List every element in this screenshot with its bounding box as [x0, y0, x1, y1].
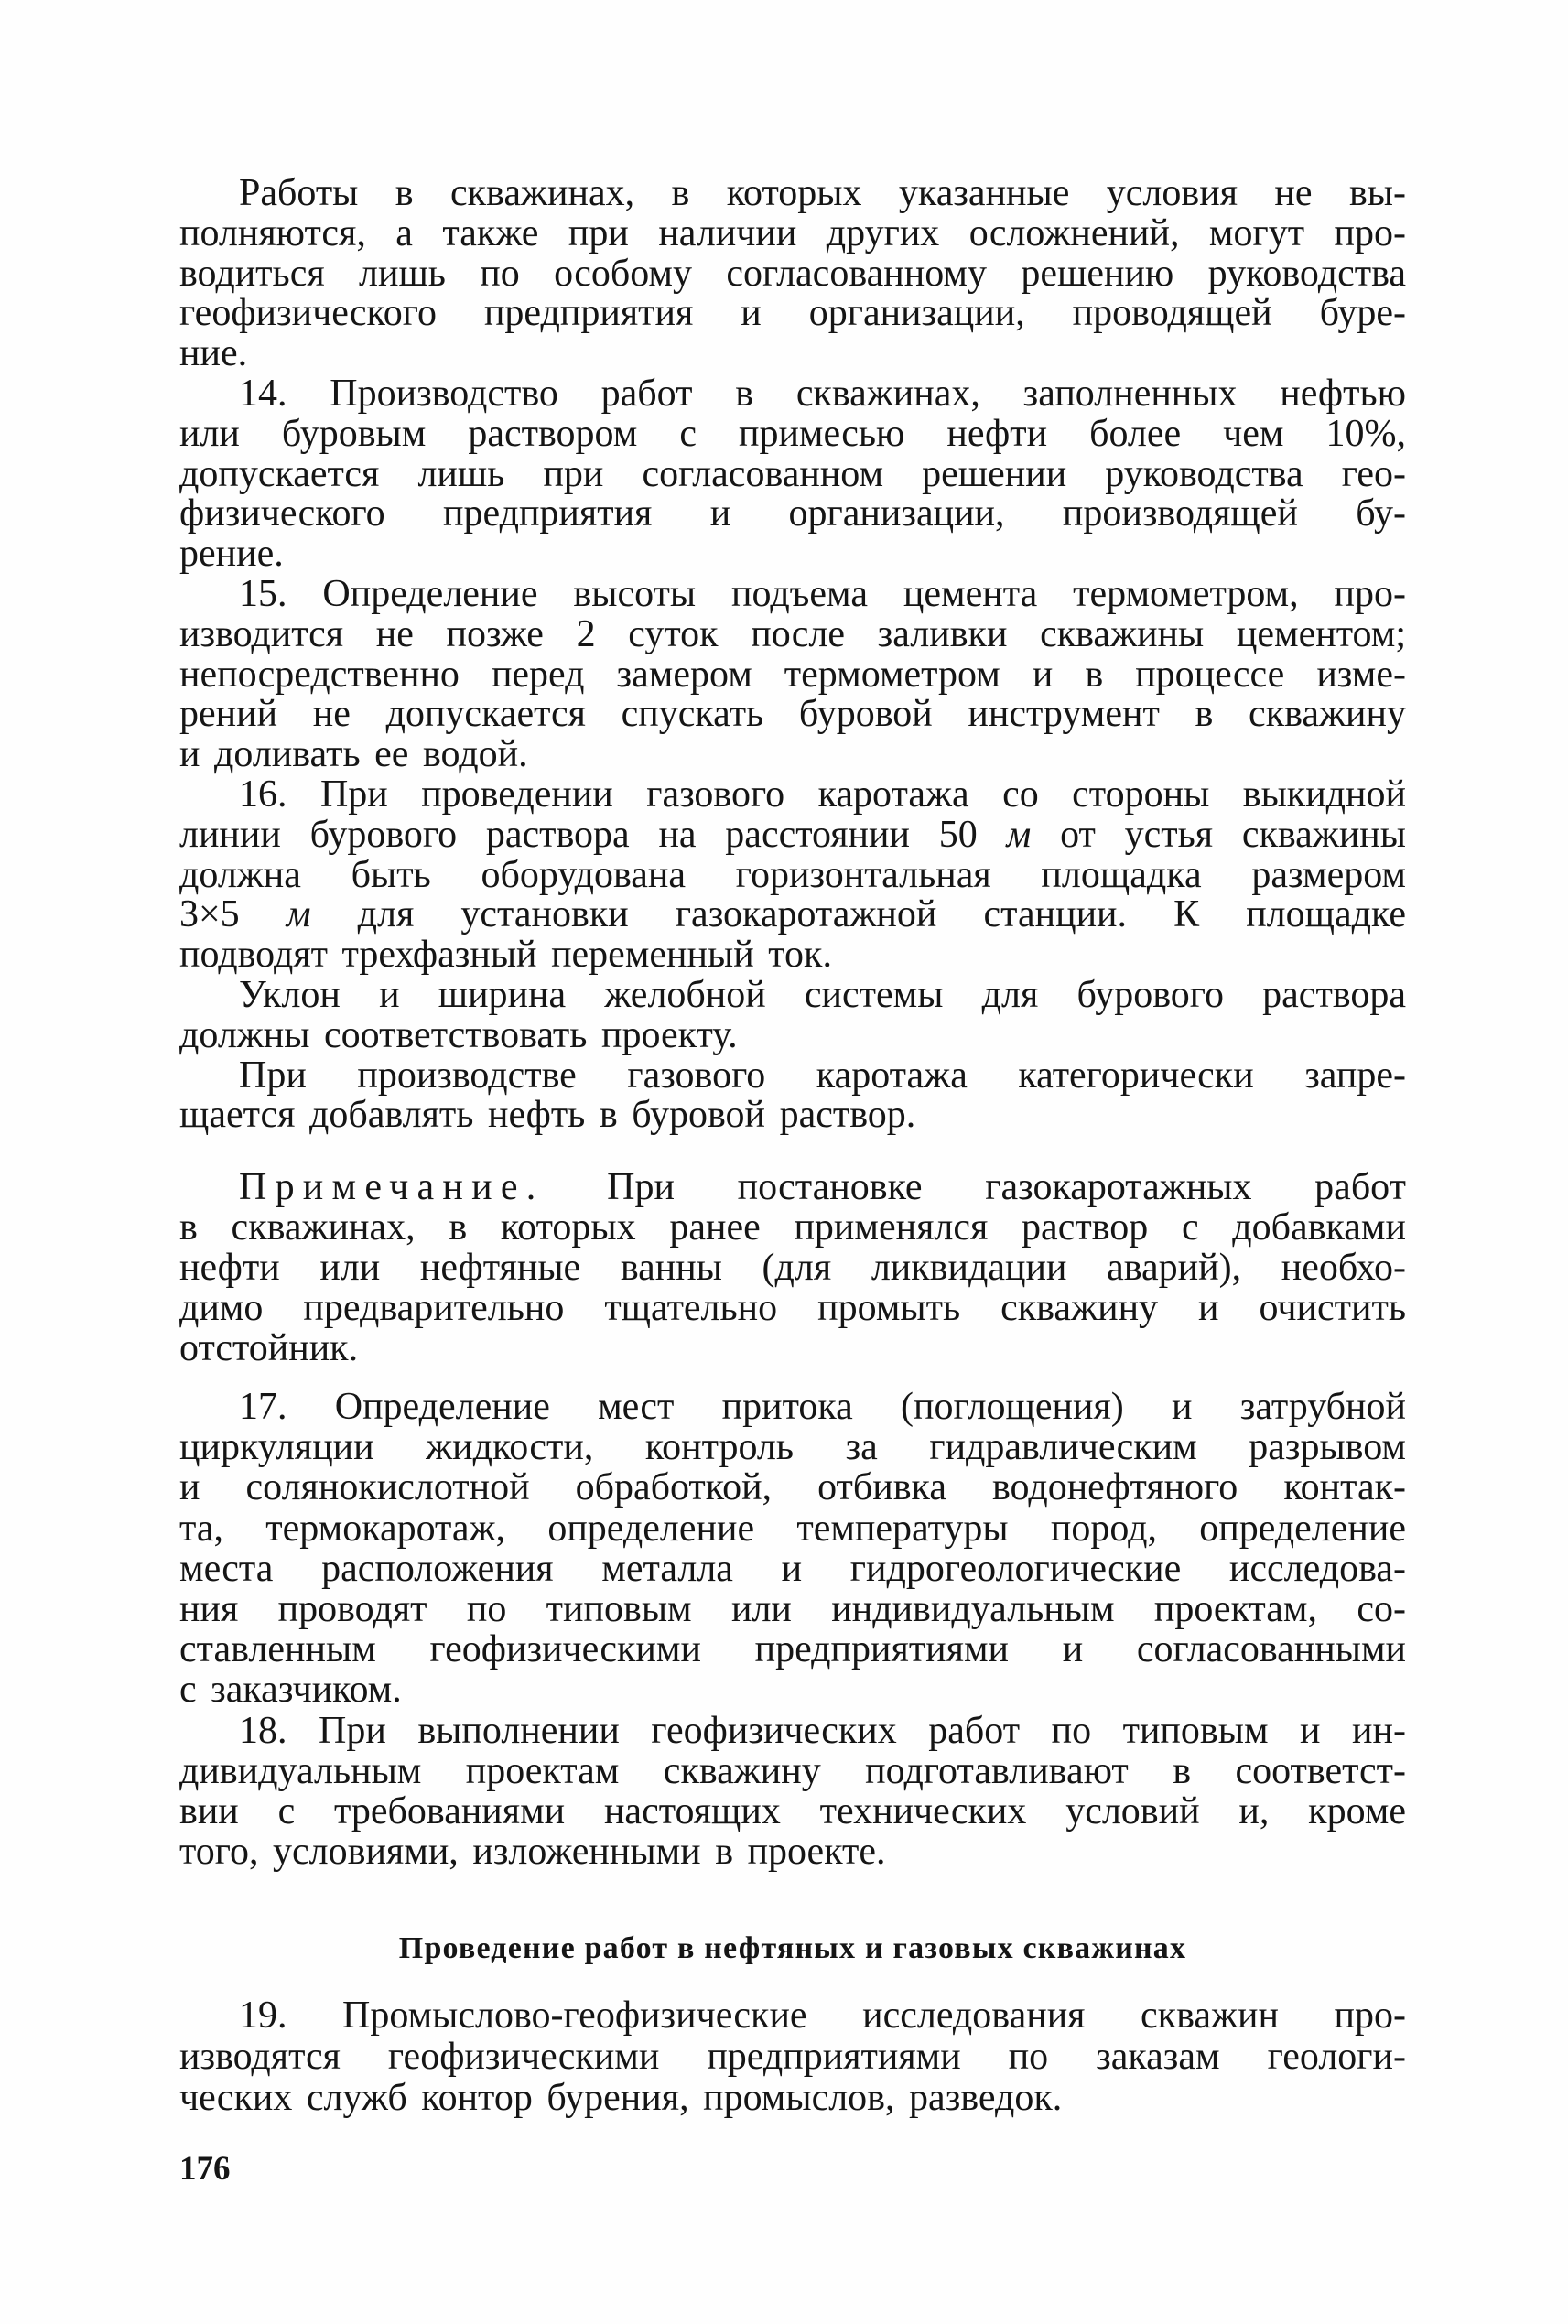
text-line: щается добавлять нефть в буровой раствор. [179, 1094, 916, 1137]
text-line: та, термокаротаж, определение температуры пород, определение [179, 1507, 1406, 1550]
text-segment: для установки газокаротажной станции. К площадке [310, 893, 1406, 936]
text-line: непосредственно перед замером термометром и в процессе изме- [179, 653, 1406, 696]
text-line: того, условиями, изложенными в проекте. [179, 1831, 886, 1874]
text-segment: линии бурового раствора на расстоянии 50 [179, 813, 1007, 856]
text-line: и солянокислотной обработкой, отбивка водонефтяного контак- [179, 1466, 1406, 1509]
text-line: 14. Производство работ в скважинах, заполненных нефтью [239, 372, 1406, 415]
text-line: ческих служб контор бурения, промыслов, разведок. [179, 2076, 1063, 2119]
text-line: должны соответствовать проекту. [179, 1013, 738, 1056]
text-line: Работы в скважинах, в которых указанные условия не вы- [239, 172, 1406, 214]
text-line: нефти или нефтяные ванны (для ликвидации аварий), необхо- [179, 1247, 1406, 1289]
text-line: должна быть оборудована горизонтальная площадка размером [179, 853, 1406, 896]
paragraph-oil-ban [179, 1056, 1406, 1137]
unit-meter: м [286, 893, 311, 936]
paragraph-slope [179, 973, 1406, 1056]
text-line: изводятся геофизическими предприятиями по заказам геологи- [179, 2035, 1406, 2078]
paragraph-item-19 [179, 1995, 1406, 2118]
unit-meter: м [1006, 813, 1032, 856]
text-block-items-17-18 [179, 1387, 1406, 1872]
text-line: димо предварительно тщательно промыть скважину и очистить [179, 1287, 1406, 1329]
text-line: 16. При проведении газового каротажа со стороны выкидной [239, 773, 1406, 816]
text-line: геофизического предприятия и организации, проводящей буре- [179, 292, 1406, 335]
text-line: 19. Промыслово-геофизические исследования скважин про- [239, 1994, 1406, 2037]
paragraph-item-17 [179, 1387, 1406, 1711]
text-segment: 3×5 [179, 893, 287, 936]
text-line: 18. При выполнении геофизических работ по типовым и ин- [239, 1709, 1406, 1752]
text-line: циркуляции жидкости, контроль за гидравлическим разрывом [179, 1426, 1406, 1469]
text-line [179, 813, 1406, 856]
text-line: 17. Определение мест притока (поглощения) и затрубной [239, 1386, 1406, 1428]
paragraph-item-16 [179, 775, 1406, 976]
text-line: При производстве газового каротажа категорически запре- [239, 1054, 1406, 1097]
text-block-main [179, 174, 1406, 1136]
text-line: с заказчиком. [179, 1669, 402, 1712]
paragraph-item-15 [179, 572, 1406, 776]
text-line: подводят трехфазный переменный ток. [179, 934, 832, 977]
text-segment: При постановке газокаротажных работ [544, 1166, 1406, 1208]
text-line: рение. [179, 533, 284, 576]
text-line: изводится не позже 2 суток после заливки скважины цементом; [179, 612, 1406, 655]
text-line: или буровым раствором с примесью нефти более чем 10%, [179, 412, 1406, 455]
page-number: 176 [179, 2150, 231, 2188]
text-line [179, 1167, 1406, 1207]
text-line: водиться лишь по особому согласованному решению руководства [179, 252, 1406, 295]
text-line: ставленным геофизическими предприятиями и согласованными [179, 1628, 1406, 1671]
note-block [179, 1167, 1406, 1368]
text-line: рений не допускается спускать буровой инструмент в скважину [179, 693, 1406, 736]
text-line: и доливать ее водой. [179, 733, 528, 776]
paragraph-item-14 [179, 374, 1406, 575]
paragraph-intro [179, 174, 1406, 374]
text-segment: от устья скважины [1031, 813, 1406, 856]
text-line: отстойник. [179, 1327, 359, 1369]
text-line: физического предприятия и организации, производящей бу- [179, 492, 1406, 535]
paragraph-item-18 [179, 1711, 1406, 1873]
text-line: 15. Определение высоты подъема цемента термометром, про- [239, 572, 1406, 615]
text-line: Уклон и ширина желобной системы для бурового раствора [239, 973, 1406, 1016]
text-line: в скважинах, в которых ранее применялся раствор с добавками [179, 1206, 1406, 1248]
text-line: места расположения металла и гидрогеологические исследова- [179, 1547, 1406, 1590]
text-line: ния проводят по типовым или индивидуальным проектам, со- [179, 1588, 1406, 1631]
text-line: полняются, а также при наличии других осложнений, могут про- [179, 211, 1406, 254]
text-line: вии с требованиями настоящих технических условий и, кроме [179, 1790, 1406, 1833]
text-line: допускается лишь при согласованном решении руководства гео- [179, 452, 1406, 495]
text-line: дивидуальным проектам скважину подготавливают в соответст- [179, 1749, 1406, 1792]
note-label: Примечание. [239, 1166, 545, 1208]
text-line [179, 895, 1406, 935]
section-heading: Проведение работ в нефтяных и газовых скважинах [398, 1931, 1187, 1965]
text-line: ние. [179, 332, 248, 375]
